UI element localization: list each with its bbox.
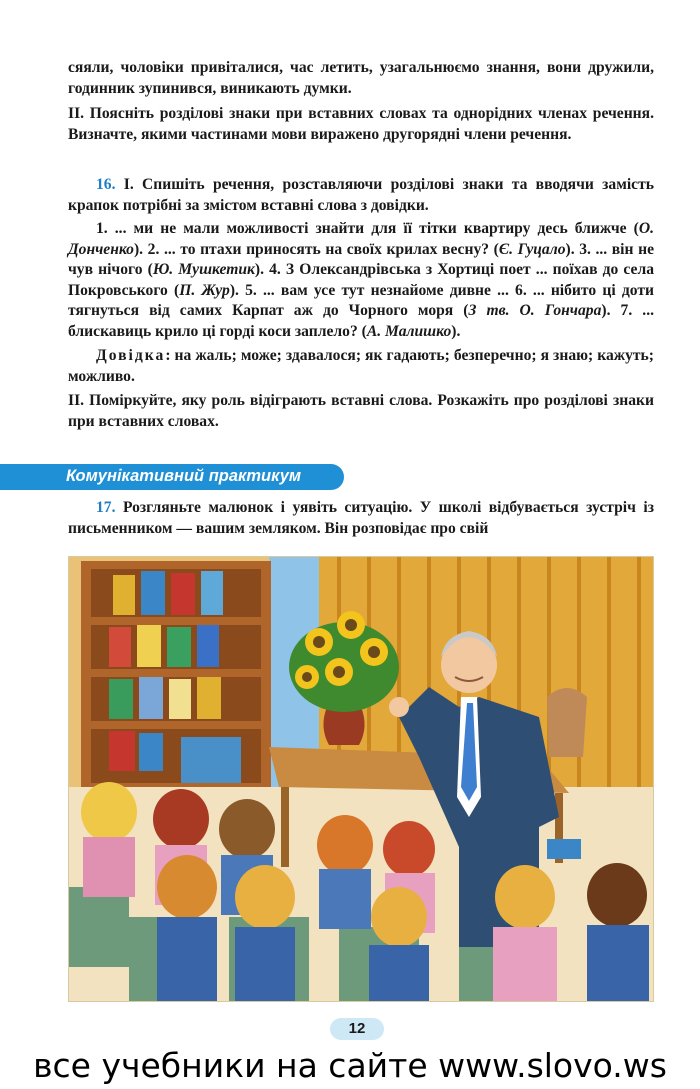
task-ii-a [68, 104, 654, 145]
sentence-2: 2. ... то птахи приносять на своїх крилах весну? ( [147, 240, 499, 258]
exercise-16-reference [68, 346, 654, 387]
section-title: Комунікативний практикум [66, 467, 302, 485]
exercise-16-instruction [68, 175, 654, 216]
source-5: З тв. О. Гончара [468, 302, 602, 319]
exercise-17-number: 17. [96, 499, 116, 516]
exercise-17-text [68, 498, 654, 539]
task-ii-a-text: ІІ. Поясніть розділові знаки при вставних словах та однорідних членах речення. Визначте, якими частинами мови виражено другорядні члени речення. [68, 105, 654, 143]
sentence-5-6: 5. ... вам усе тут незнайоме дивне ... 6. ... нібито ці доти тягнуться від самих Карпат аж до Чорного моря ( [68, 281, 654, 319]
reference-label: Довідка [96, 347, 166, 364]
source-4: П. Жур [179, 281, 230, 299]
top-continuation [68, 58, 654, 99]
source-7: А. Малишко [366, 322, 452, 340]
reference-text: : на жаль; може; здавалося; як гадають; безперечно; я знаю; кажуть; можливо. [68, 347, 654, 385]
continuation-text: сяяли, чоловіки привіталися, час летить, узагальнюємо знання, вони дружили, годинник зупинився, виникають думки. [68, 59, 654, 97]
sentence-1: 1. ... ми не мали можливості знайти для її тітки квартиру десь ближче ( [96, 220, 639, 237]
sentence-4: 4. З Олександрівська з Хортиці поет ... поїхав до села Покровського ( [68, 261, 654, 299]
exercise-16 [68, 175, 654, 432]
exercise-16-instruction-text: І. Спишіть речення, розставляючи розділові знаки та вводячи замість крапок потрібні за змістом вставні слова з довідки. [68, 176, 654, 214]
exercise-17 [68, 498, 654, 539]
chair [547, 688, 587, 757]
page-number: 12 [330, 1018, 384, 1040]
sentence-3: 3. ... він не чув нічого ( [68, 240, 654, 278]
exercise-16-number: 16. [96, 176, 116, 193]
source-3: Ю. Мушкетик [152, 261, 255, 278]
illustration-canvas [69, 557, 653, 1001]
exercise-16-task-ii: ІІ. Поміркуйте, яку роль відіграють вставні слова. Розкажіть про розділові знаки при вставних словах. [68, 392, 654, 430]
classroom-writer-meeting-illustration [68, 556, 654, 1002]
site-footer-banner: все учебники на сайте www.slovo.ws [33, 1046, 667, 1085]
source-2: Є. Гуцало [498, 240, 566, 258]
exercise-16-sentences: 1. ... ми не мали можливості знайти для її тітки квартиру десь ближче (О. Донченко). 2. ... то птахи приносять на своїх крилах весну? (Є. Гуцало). 3. ... він не чув нічого (Ю. Мушкетик). 4. З Олександрівська з Хортиці поет ... поїхав до села Покровського (П. Жур). 5. ... вам усе тут незнайоме дивне ... 6. ... нібито ці доти тягнуться від самих Карпат аж до Чорного моря (З тв. О. Гончара). 7. ... блискавиць крило ці горді коси заплело? (А. Малишко). [68, 220, 654, 340]
bookshelf [81, 561, 271, 791]
exercise-17-body: Розгляньте малюнок і уявіть ситуацію. У школі відбувається зустріч із письменником — вашим земляком. Він розповідає про свій [68, 499, 654, 537]
sentence-7: 7. ... блискавиць крило ці горді коси заплело? ( [68, 302, 654, 340]
source-1: О. Донченко [68, 220, 654, 258]
